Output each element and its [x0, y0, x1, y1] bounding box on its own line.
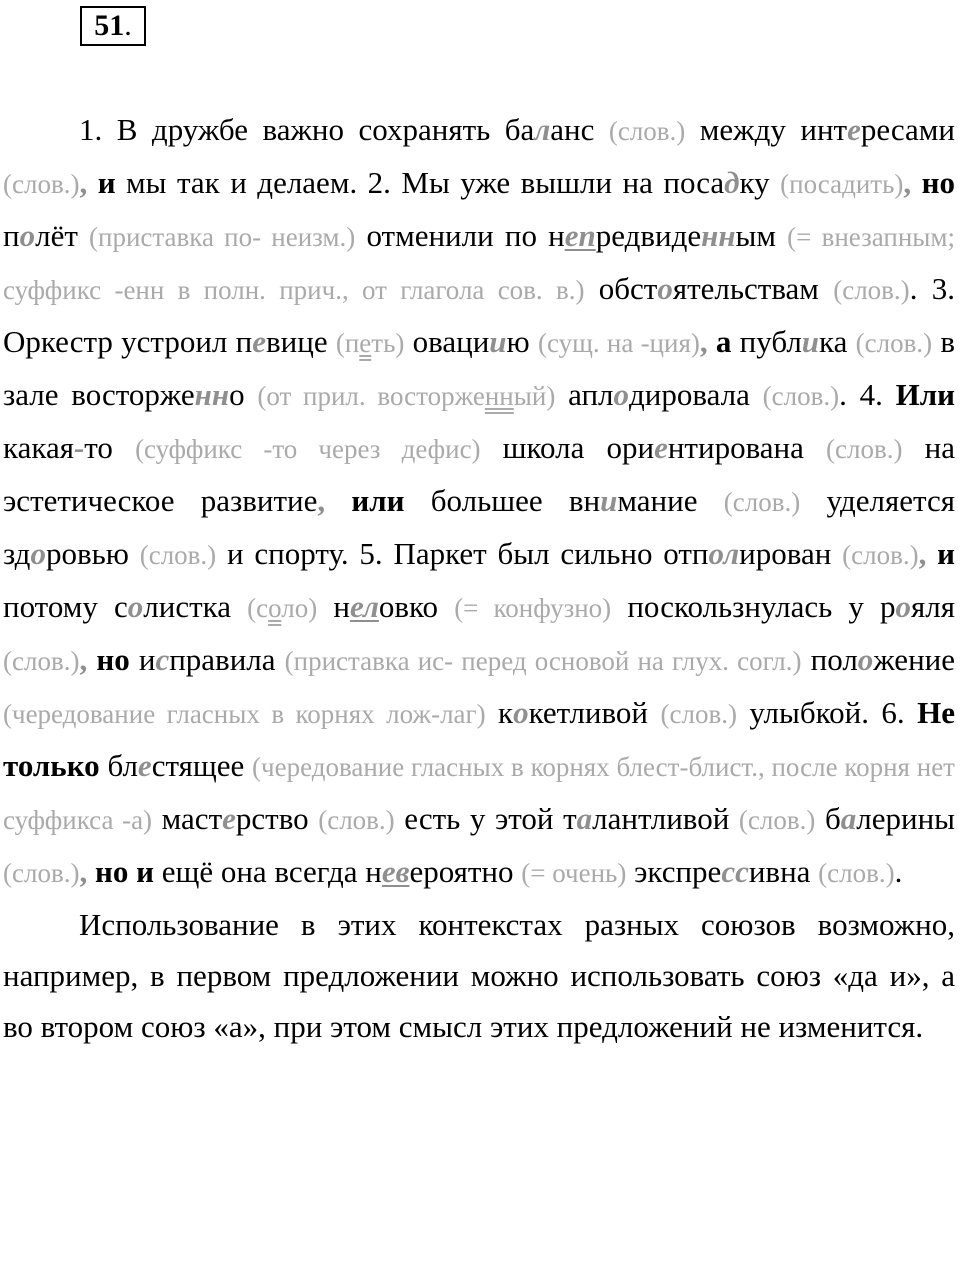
- spelling-highlight: е: [137, 748, 152, 783]
- note: (слов.): [660, 699, 737, 729]
- spelling-highlight: с: [155, 642, 170, 677]
- note: (приставка ис- перед основой на глух. согл.): [284, 646, 802, 676]
- punctuation-highlight: ,: [79, 854, 88, 889]
- exercise-number-box: [80, 6, 146, 46]
- note: (слов.): [318, 805, 395, 835]
- text-fragment: лерины: [856, 801, 955, 836]
- text-fragment: 1. В дружбе важно сохранять ба: [79, 112, 535, 147]
- conjunction: но и: [87, 854, 154, 889]
- text-fragment: публ: [731, 324, 802, 359]
- text-fragment: обст: [584, 271, 658, 306]
- conjunction: и: [87, 165, 116, 200]
- text-fragment: на эстетическое развитие: [3, 430, 955, 518]
- spelling-highlight: о: [657, 271, 673, 306]
- text-fragment: потому с: [3, 589, 128, 624]
- spelling-highlight: о: [513, 695, 529, 730]
- text-fragment: мы так и делаем. 2. Мы уже вышли на поса: [115, 165, 725, 200]
- text-fragment: пол: [801, 642, 858, 677]
- text-fragment: поскользнулась у р: [611, 589, 896, 624]
- text-fragment: о: [229, 377, 258, 412]
- spelling-highlight: и: [801, 324, 820, 359]
- note-part: (от прил. восторже: [257, 381, 485, 411]
- text-fragment: апл: [555, 377, 614, 412]
- text-fragment: вице: [266, 324, 336, 359]
- note: (слов.): [3, 646, 80, 676]
- punctuation-highlight: ,: [918, 536, 927, 571]
- note-part: ить): [855, 169, 904, 199]
- spelling-highlight: нн: [701, 218, 736, 253]
- text-fragment: ероятно: [409, 854, 522, 889]
- spelling-highlight: о: [30, 536, 46, 571]
- text-fragment: есть у этой т: [394, 801, 577, 836]
- spelling-highlight: д: [724, 165, 740, 200]
- text-fragment: жение: [873, 642, 956, 677]
- conjunction: но: [87, 642, 130, 677]
- text-fragment: б: [815, 801, 841, 836]
- text-fragment: ирован: [739, 536, 843, 571]
- text-fragment: рство: [235, 801, 319, 836]
- text-fragment: . 3. Оркестр устроил п: [3, 271, 955, 359]
- note: (слов.): [842, 540, 919, 570]
- spelling-highlight: е: [847, 112, 861, 147]
- text-fragment: лантливой: [592, 801, 739, 836]
- note-underline: д: [842, 169, 856, 199]
- spelling-highlight: е: [654, 430, 668, 465]
- note: (= очень): [521, 858, 627, 888]
- text-fragment: ресами: [860, 112, 956, 147]
- note: (слов.): [608, 116, 686, 146]
- note: (суффикс -то через дефис): [135, 434, 481, 464]
- text-fragment: яля: [911, 589, 956, 624]
- text-fragment: мание: [617, 483, 724, 518]
- spelling-highlight: ев: [381, 854, 410, 889]
- note-part: ть): [371, 328, 405, 358]
- note-part: (с: [247, 593, 269, 623]
- spelling-highlight: е: [222, 801, 236, 836]
- spelling-highlight: о: [895, 589, 912, 624]
- text-fragment: между инт: [685, 112, 848, 147]
- spelling-highlight: ол: [708, 536, 740, 571]
- text-fragment: кетливой: [528, 695, 661, 730]
- note: (слов.): [818, 858, 895, 888]
- text-fragment: ым: [735, 218, 788, 253]
- spelling-highlight: и: [600, 483, 618, 518]
- note: (слов.): [3, 169, 80, 199]
- conjunction: и: [926, 536, 955, 571]
- text-fragment: маст: [152, 801, 223, 836]
- text-fragment: экспре: [626, 854, 722, 889]
- note: (= внезапным; суффикс -енн в полн. прич., от глагола сов. в.): [3, 222, 955, 305]
- note: (приставка по- неизм.): [89, 222, 356, 252]
- note-underline: е: [359, 328, 372, 358]
- text-fragment: анс: [550, 112, 609, 147]
- text-fragment: улыбкой. 6.: [736, 695, 918, 730]
- punctuation-highlight: ,: [79, 165, 88, 200]
- spelling-highlight: е: [252, 324, 266, 359]
- exercise-number-dot: .: [124, 9, 132, 42]
- exercise-paragraph: [3, 104, 955, 899]
- note-part: ло): [281, 593, 318, 623]
- text-fragment: п: [3, 218, 20, 253]
- spelling-highlight: ел: [350, 589, 379, 624]
- text-fragment: ятельствам: [672, 271, 834, 306]
- conjunction: Не только: [3, 695, 955, 783]
- spelling-highlight: а: [576, 801, 593, 836]
- spelling-highlight: -: [73, 430, 85, 465]
- spelling-highlight: о: [19, 218, 36, 253]
- note: (чередование гласных в корнях блест-блист., после корня нет суффикса -а): [3, 752, 955, 835]
- text-fragment: бл: [99, 748, 138, 783]
- text-fragment: отменили по н: [355, 218, 565, 253]
- conjunction: а: [707, 324, 732, 359]
- text-fragment: уделяется зд: [3, 483, 955, 571]
- note: (слов.): [762, 381, 840, 411]
- note: (= конфузно): [454, 593, 612, 623]
- text-fragment: ивна: [748, 854, 819, 889]
- punctuation-highlight: ,: [699, 324, 708, 359]
- text-fragment: листка: [143, 589, 248, 624]
- text-fragment: оваци: [404, 324, 490, 359]
- note: [336, 328, 405, 358]
- note-part: ый): [513, 381, 556, 411]
- text-fragment: ку: [739, 165, 781, 200]
- text-fragment: и: [129, 642, 156, 677]
- spelling-highlight: о: [127, 589, 144, 624]
- exercise-text: [3, 104, 955, 1052]
- spelling-highlight: а: [840, 801, 857, 836]
- text-fragment: стящее: [151, 748, 253, 783]
- text-fragment: .: [894, 854, 903, 889]
- text-fragment: в зале восторже: [3, 324, 955, 412]
- spelling-highlight: л: [534, 112, 551, 147]
- text-fragment: ю: [506, 324, 538, 359]
- text-fragment: лёт: [35, 218, 90, 253]
- text-fragment: овко: [378, 589, 455, 624]
- note-underline: нн: [484, 381, 514, 411]
- text-fragment: правила: [169, 642, 285, 677]
- exercise-number: 51: [94, 9, 125, 42]
- note: (слов.): [855, 328, 933, 358]
- text-fragment: редвиде: [595, 218, 702, 253]
- punctuation-highlight: ,: [317, 483, 326, 518]
- text-fragment: ка: [819, 324, 856, 359]
- note: (слов.): [826, 434, 903, 464]
- spelling-highlight: нн: [194, 377, 230, 412]
- conclusion-paragraph: Использование в этих контекстах разных союзов возможно, например, в первом предложении можно использовать союз «да и», а во втором союз «а», при этом смысл этих предложений не изменится.: [3, 907, 955, 1044]
- note: (слов.): [738, 805, 816, 835]
- text-fragment: и спорту. 5. Паркет был сильно отп: [216, 536, 709, 571]
- conjunction: Или: [895, 377, 956, 412]
- note: (сущ. на -ция): [537, 328, 700, 358]
- note: [257, 381, 555, 411]
- conjunction: но: [911, 165, 955, 200]
- punctuation-highlight: ,: [79, 642, 88, 677]
- text-fragment: н: [317, 589, 350, 624]
- spelling-highlight: и: [489, 324, 507, 359]
- note-underline: о: [268, 593, 282, 623]
- text-fragment: . 4.: [839, 377, 896, 412]
- note-part: (поса: [780, 169, 843, 199]
- text-fragment: дировала: [629, 377, 763, 412]
- note: [247, 593, 317, 623]
- spelling-highlight: еп: [564, 218, 596, 253]
- note-part: (п: [335, 328, 360, 358]
- spelling-highlight: о: [613, 377, 630, 412]
- text-fragment: большее вн: [404, 483, 601, 518]
- text-fragment: какая: [3, 430, 74, 465]
- conjunction: или: [325, 483, 405, 518]
- text-fragment: то: [84, 430, 136, 465]
- text-fragment: нтирована: [667, 430, 827, 465]
- text-fragment: к: [485, 695, 514, 730]
- text-fragment: ещё она всегда н: [153, 854, 382, 889]
- note: (слов.): [833, 275, 910, 305]
- note: (чередование гласных в корнях лож-лаг): [3, 699, 486, 729]
- punctuation-highlight: ,: [903, 165, 912, 200]
- note: (слов.): [139, 540, 217, 570]
- note: (слов.): [3, 858, 80, 888]
- text-fragment: школа ори: [480, 430, 655, 465]
- spelling-highlight: о: [857, 642, 874, 677]
- text-fragment: ровью: [45, 536, 140, 571]
- note: (слов.): [723, 487, 801, 517]
- spelling-highlight: сс: [721, 854, 749, 889]
- note: [780, 169, 903, 199]
